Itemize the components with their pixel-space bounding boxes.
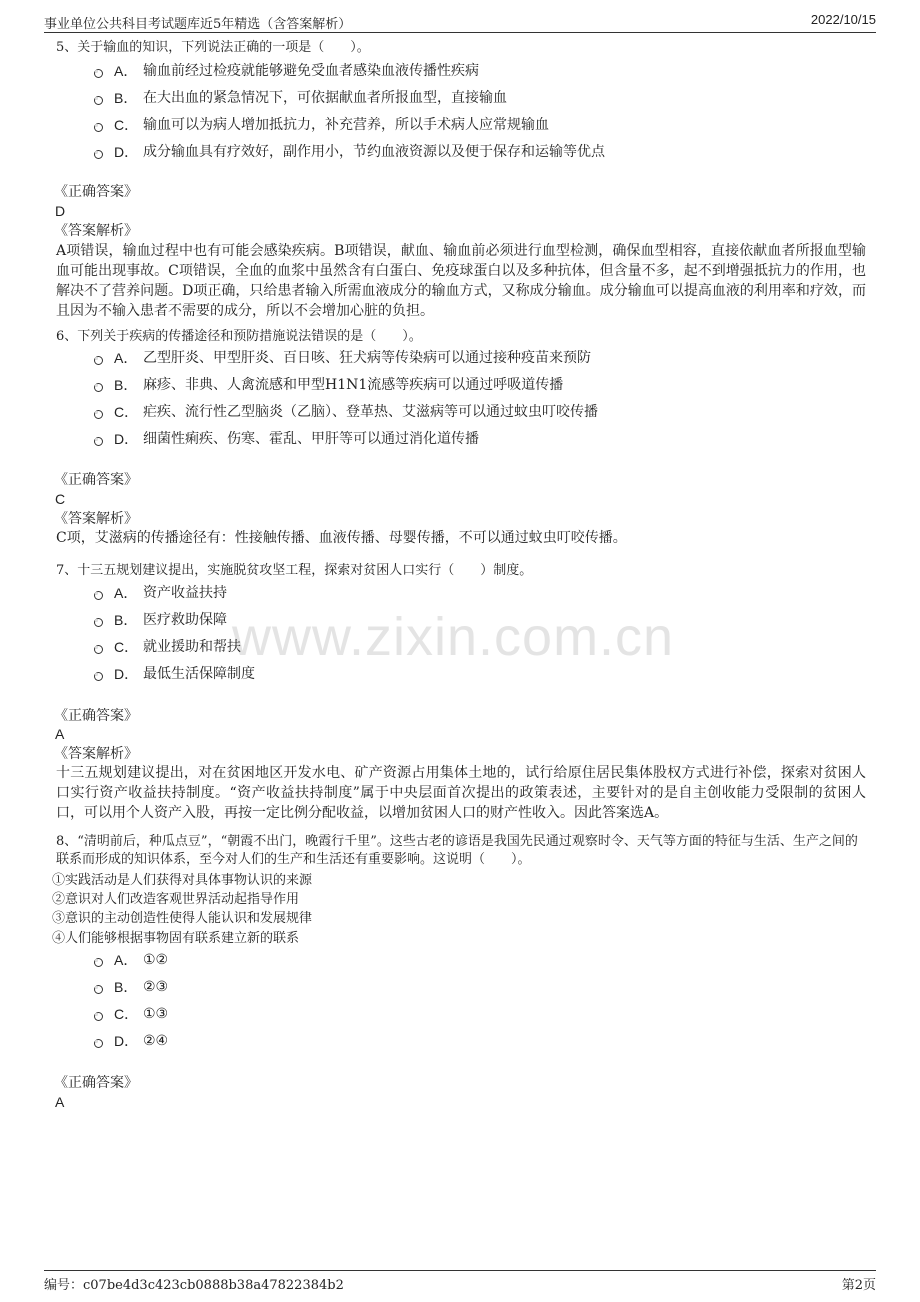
radio-icon[interactable] (94, 410, 103, 419)
watermark: www.zixin.com.cn (232, 607, 675, 667)
radio-icon[interactable] (94, 958, 103, 967)
correct-answer: D (55, 203, 66, 219)
option-letter: C． (114, 117, 139, 133)
radio-icon[interactable] (94, 69, 103, 78)
question-stem: 8、“清明前后，种瓜点豆”，“朝霞不出门，晚霞行千里”。这些古老的谚语是我国先民通过观察时令、天气等方面的特征与生活、生产之间的联系而形成的知识体系，至今对人们的生产和生活还有重要影响。这说明（ ）。 (56, 834, 858, 867)
page-number: 第2页 (841, 1278, 876, 1293)
statement-item: ①实践活动是人们获得对具体事物认识的来源 (52, 873, 313, 888)
option-text: 输血可以为病人增加抵抗力，补充营养，所以手术病人应常规输血 (143, 117, 549, 133)
radio-icon[interactable] (94, 150, 103, 159)
page-footer (44, 1270, 876, 1293)
option-letter: C． (114, 1006, 139, 1022)
option-text: ①② (143, 952, 169, 968)
option-letter: A． (114, 350, 138, 366)
option-text: ①③ (143, 1006, 169, 1022)
analysis-label: 《答案解析》 (54, 511, 138, 527)
radio-icon[interactable] (94, 356, 103, 365)
option-text: 输血前经过检疫就能够避免受血者感染血液传播性疾病 (143, 63, 479, 79)
question-stem: 6、下列关于疾病的传播途径和预防措施说法错误的是（ ）。 (56, 329, 422, 344)
option-letter: B． (114, 612, 138, 628)
option-text: 就业援助和帮扶 (143, 639, 241, 655)
radio-icon[interactable] (94, 1039, 103, 1048)
page-header (44, 12, 876, 33)
analysis-text: 十三五规划建议提出，对在贫困地区开发水电、矿产资源占用集体土地的，试行给原住居民集体股权方式进行补偿，探索对贫困人口实行资产收益扶持制度。“资产收益扶持制度”属于中央层面首次提出的政策表述，主要针对的是自主创收能力受限制的贫困人口，可以用个人资产入股，再按一定比例分配收益，以增加贫困人口的财产性收入。因此答案选A。 (56, 765, 866, 821)
option-text: 在大出血的紧急情况下，可依据献血者所报血型，直接输血 (143, 90, 507, 106)
radio-icon[interactable] (94, 985, 103, 994)
option-text: 乙型肝炎、甲型肝炎、百日咳、狂犬病等传染病可以通过接种疫苗来预防 (143, 350, 591, 366)
answer-label: 《正确答案》 (54, 708, 138, 724)
answer-label: 《正确答案》 (54, 184, 138, 200)
radio-icon[interactable] (94, 1012, 103, 1021)
option-letter: D． (114, 431, 139, 447)
analysis-label: 《答案解析》 (54, 746, 138, 762)
statement-item: ②意识对人们改造客观世界活动起指导作用 (52, 892, 300, 907)
option-letter: A． (114, 63, 138, 79)
radio-icon[interactable] (94, 96, 103, 105)
radio-icon[interactable] (94, 383, 103, 392)
option-text: 医疗救助保障 (143, 612, 227, 628)
option-text: ②③ (143, 979, 169, 995)
correct-answer: A (55, 1094, 65, 1110)
option-text: 细菌性痢疾、伤寒、霍乱、甲肝等可以通过消化道传播 (143, 431, 479, 447)
statement-item: ④人们能够根据事物固有联系建立新的联系 (52, 931, 300, 946)
question-stem: 5、关于输血的知识，下列说法正确的一项是（ ）。 (56, 40, 370, 55)
option-letter: D． (114, 144, 139, 160)
option-letter: B． (114, 377, 138, 393)
option-text: ②④ (143, 1033, 169, 1049)
option-letter: C． (114, 639, 139, 655)
answer-label: 《正确答案》 (54, 1075, 138, 1091)
statement-item: ③意识的主动创造性使得人能认识和发展规律 (52, 911, 313, 926)
option-text: 麻疹、非典、人禽流感和甲型H1N1流感等疾病可以通过呼吸道传播 (143, 377, 564, 393)
answer-label: 《正确答案》 (54, 472, 138, 488)
option-letter: B． (114, 90, 138, 106)
option-text: 疟疾、流行性乙型脑炎（乙脑）、登革热、艾滋病等可以通过蚊虫叮咬传播 (143, 404, 598, 420)
option-letter: B． (114, 979, 138, 995)
question-stem: 7、十三五规划建议提出，实施脱贫攻坚工程，探索对贫困人口实行（ ）制度。 (56, 563, 533, 578)
radio-icon[interactable] (94, 645, 103, 654)
radio-icon[interactable] (94, 618, 103, 627)
radio-icon[interactable] (94, 591, 103, 600)
analysis-label: 《答案解析》 (54, 223, 138, 239)
correct-answer: C (55, 491, 66, 507)
correct-answer: A (55, 726, 65, 742)
option-letter: D． (114, 666, 139, 682)
option-text: 资产收益扶持 (143, 585, 227, 601)
option-letter: C． (114, 404, 139, 420)
document-code: 编号：c07be4d3c423cb0888b38a47822384b2 (44, 1278, 344, 1293)
radio-icon[interactable] (94, 437, 103, 446)
radio-icon[interactable] (94, 123, 103, 132)
option-text: 成分输血具有疗效好，副作用小，节约血液资源以及便于保存和运输等优点 (143, 144, 605, 160)
radio-icon[interactable] (94, 672, 103, 681)
analysis-text: C项，艾滋病的传播途径有：性接触传播、血液传播、母婴传播，不可以通过蚊虫叮咬传播。 (56, 530, 627, 546)
analysis-text: A项错误，输血过程中也有可能会感染疾病。B项错误，献血、输血前必须进行血型检测，确保血型相容，直接依献血者所报血型输血可能出现事故。C项错误，全血的血浆中虽然含有白蛋白、免疫球蛋白以及多种抗体，但含量不多，起不到增强抵抗力的作用，也解决不了营养问题。D项正确，只给患者输入所需血液成分的输血方式，又称成分输血。成分输血可以提高血液的利用率和疗效，而且因为不输入患者不需要的成分，所以不会增加心脏的负担。 (56, 243, 866, 319)
document-title: 事业单位公共科目考试题库近5年精选（含答案解析） (44, 17, 352, 32)
option-letter: A． (114, 585, 138, 601)
option-letter: A． (114, 952, 138, 968)
option-letter: D． (114, 1033, 139, 1049)
document-date: 2022/10/15 (810, 12, 876, 27)
option-text: 最低生活保障制度 (143, 666, 255, 682)
